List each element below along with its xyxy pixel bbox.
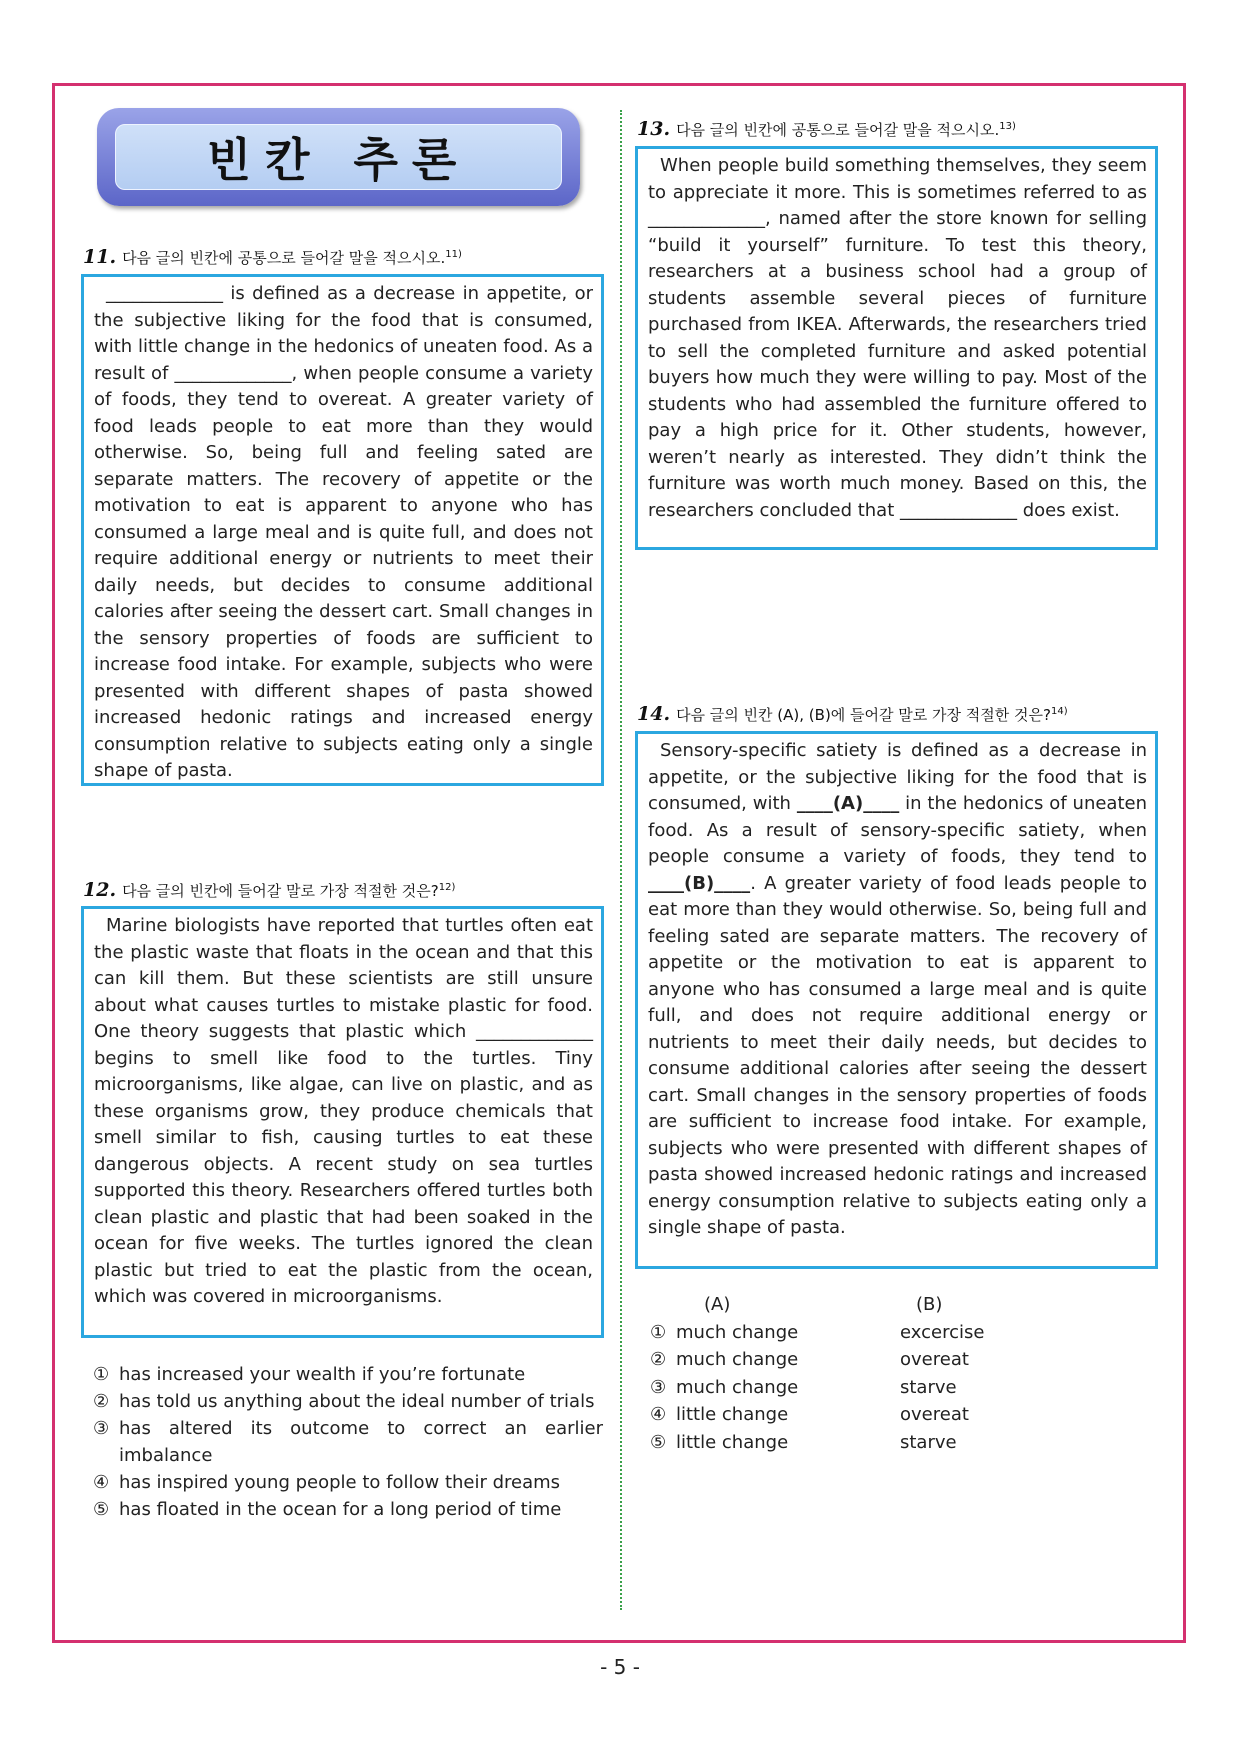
question-12-option-4[interactable] xyxy=(93,1469,603,1496)
option-b-text: excercise xyxy=(900,1321,985,1343)
passage-text: . A greater variety of food leads people to eat more than they would otherwise. So, being full and feeling sated are separate matters. The recovery of appetite or the motivation to eat is apparent to anyone who has consumed a large meal and is quite full, and does not require additional energy or nutrients to meet their daily needs, but decides to consume additional calories after seeing the dessert cart. Small changes in the sensory properties of foods are sufficient to increase food intake. For example, subjects who were presented with different shapes of pasta showed increased hedonic ratings and increased energy consumption relative to subjects eating only a single shape of pasta. xyxy=(648,872,1147,1238)
option-number: ⑤ xyxy=(650,1431,667,1453)
question-14-footnote: 14) xyxy=(1050,706,1068,717)
passage-text: in the hedonics of uneaten food. As a result of sensory-specific satiety, when people consume a variety of foods, they tend to xyxy=(648,793,1147,867)
option-text: has floated in the ocean for a long period of time xyxy=(119,1499,562,1520)
option-a-text: little change xyxy=(676,1404,789,1425)
question-11-prompt: 다음 글의 빈칸에 공통으로 들어갈 말을 적으시오. xyxy=(122,249,446,267)
blank-b: ____(B)____ xyxy=(648,872,751,894)
question-12-option-3[interactable] xyxy=(93,1415,603,1469)
question-12-heading xyxy=(83,879,455,901)
question-13-passage: When people build something themselves, they seem to appreciate it more. This is sometimes referred to as _____________, named after the store known for selling “build it yourself” furniture. To test this theory, researchers at a business school had a group of students assemble several pieces of furniture purchased from IKEA. Afterwards, the researchers tried to sell the completed furniture and asked potential buyers how much they were willing to pay. Most of the students who had assembled the furniture offered to pay a high price for it. Other students, however, weren’t nearly as interested. They didn’t think the furniture was worth much money. Based on this, the researchers concluded that _____________ does exist. xyxy=(648,155,1147,521)
option-b-text: starve xyxy=(900,1376,957,1398)
question-11-number: 11. xyxy=(83,246,117,268)
question-12-number: 12. xyxy=(83,879,117,901)
question-14-option-3[interactable] xyxy=(650,1374,1110,1402)
option-number: ③ xyxy=(93,1418,110,1439)
question-11-passage-box xyxy=(81,274,604,786)
question-12-option-5[interactable] xyxy=(93,1496,603,1523)
option-number: ④ xyxy=(93,1472,110,1493)
option-text: has told us anything about the ideal number of trials xyxy=(119,1391,595,1412)
column-a-header: (A) xyxy=(704,1294,731,1315)
question-13-heading xyxy=(637,118,1016,140)
question-13-number: 13. xyxy=(637,118,671,140)
section-title-inner xyxy=(115,124,562,190)
question-13-footnote: 13) xyxy=(999,121,1016,132)
option-text: has increased your wealth if you’re fortunate xyxy=(119,1364,526,1385)
question-12-option-2[interactable] xyxy=(93,1388,603,1415)
question-12-prompt: 다음 글의 빈칸에 들어갈 말로 가장 적절한 것은? xyxy=(122,882,439,900)
question-14-number: 14. xyxy=(637,703,671,725)
option-number: ① xyxy=(650,1321,667,1343)
column-b-header: (B) xyxy=(916,1294,943,1315)
section-title-badge xyxy=(97,108,580,206)
option-a-text: much change xyxy=(676,1349,799,1370)
question-14-option-2[interactable] xyxy=(650,1346,1110,1374)
option-b-text: starve xyxy=(900,1431,957,1453)
question-14-option-5[interactable] xyxy=(650,1429,1110,1457)
question-13-prompt: 다음 글의 빈칸에 공통으로 들어갈 말을 적으시오. xyxy=(676,121,1000,139)
option-number: ② xyxy=(93,1391,110,1412)
question-12-option-1[interactable] xyxy=(93,1361,603,1388)
page-number: - 5 - xyxy=(600,1655,640,1679)
question-11-footnote: 11) xyxy=(445,249,462,260)
option-number: ④ xyxy=(650,1404,667,1425)
question-14-heading xyxy=(637,703,1068,725)
section-title: 빈칸 추론 xyxy=(206,133,471,187)
option-b-text: overeat xyxy=(900,1404,969,1425)
option-number: ⑤ xyxy=(93,1499,110,1520)
option-a-text: much change xyxy=(676,1321,799,1343)
question-11-passage: _____________ is defined as a decrease in appetite, or the subjective liking for the food that is consumed, with little change in the hedonics of uneaten food. As a result of _____________, when people consume a variety of foods, they tend to overeat. A greater variety of food leads people to eat more than they would otherwise. So, being full and feeling sated are separate matters. The recovery of appetite or the motivation to eat is apparent to anyone who has consumed a large meal and is quite full, and does not require additional energy or nutrients to meet their daily needs, but decides to consume additional calories after seeing the dessert cart. Small changes in the sensory properties of foods are sufficient to increase food intake. For example, subjects who were presented with different shapes of pasta showed increased hedonic ratings and increased energy consumption relative to subjects eating only a single shape of pasta. xyxy=(94,283,593,781)
question-14-passage-box xyxy=(635,731,1158,1269)
option-number: ② xyxy=(650,1349,667,1370)
passage-text: Sensory-specific satiety is defined as a decrease in appetite, or the subjective liking for the food that is consumed, with xyxy=(648,740,1147,814)
question-14-answer-table xyxy=(650,1291,1110,1456)
option-a-text: little change xyxy=(676,1431,789,1453)
option-a-text: much change xyxy=(676,1376,799,1398)
question-14-option-1[interactable] xyxy=(650,1319,1110,1347)
question-12-options xyxy=(93,1361,603,1523)
option-text: has inspired young people to follow their dreams xyxy=(119,1472,561,1493)
question-13-passage-box xyxy=(635,146,1158,550)
option-b-text: overeat xyxy=(900,1349,969,1370)
question-14-prompt: 다음 글의 빈칸 (A), (B)에 들어갈 말로 가장 적절한 것은? xyxy=(676,706,1051,724)
question-14-option-4[interactable] xyxy=(650,1401,1110,1429)
option-number: ① xyxy=(93,1364,110,1385)
blank-a: ____(A)____ xyxy=(796,793,900,814)
question-12-footnote: 12) xyxy=(438,882,456,893)
column-divider xyxy=(620,110,622,1610)
question-12-passage-box xyxy=(81,906,604,1338)
question-12-passage: Marine biologists have reported that turtles often eat the plastic waste that floats in the ocean and that this can kill them. But these scientists are still unsure about what causes turtles to mistake plastic for food. One theory suggests that plastic which _____________ begins to smell like food to the turtles. Tiny microorganisms, like algae, can live on plastic, and as these organisms grow, they produce chemicals that smell similar to fish, causing turtles to eat these dangerous objects. A recent study on sea turtles supported this theory. Researchers offered turtles both clean plastic and plastic that had been soaked in the ocean for five weeks. The turtles ignored the clean plastic but tried to eat the plastic from the ocean, which was covered in microorganisms. xyxy=(94,915,593,1307)
question-11-heading xyxy=(83,246,462,268)
answer-table-header xyxy=(650,1291,1110,1319)
option-number: ③ xyxy=(650,1376,667,1398)
question-14-passage xyxy=(648,738,1147,1242)
option-text: has altered its outcome to correct an earlier imbalance xyxy=(119,1418,603,1466)
